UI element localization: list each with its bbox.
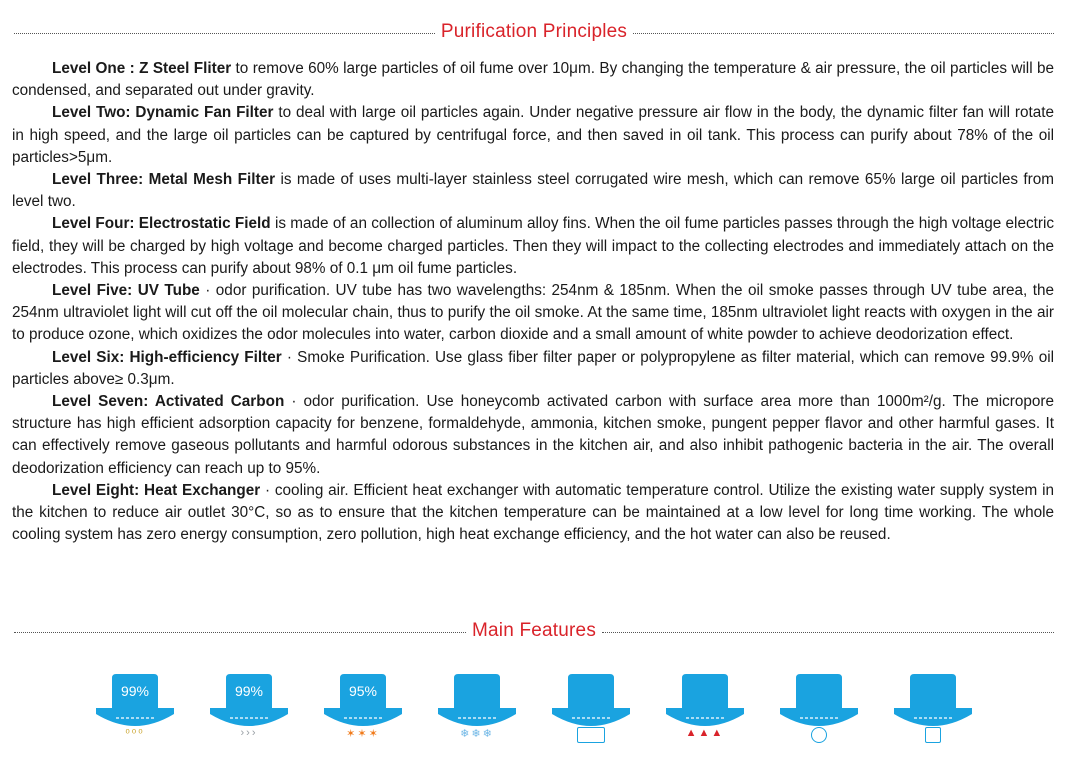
efficiency-label: 99% <box>234 683 264 699</box>
level-title: Level Six: High-efficiency Filter <box>52 348 282 366</box>
hood-chimney <box>796 674 842 708</box>
level-paragraph <box>12 213 1054 280</box>
hood-chimney <box>910 674 956 708</box>
section-title: Purification Principles <box>440 21 628 42</box>
feature-icons <box>94 672 994 762</box>
level-title: Level Seven: Activated Carbon <box>52 393 285 411</box>
feature-glyph <box>925 727 941 743</box>
cooling-icon <box>436 672 518 758</box>
feature-glyph <box>811 727 827 743</box>
level-text: · odor purification. Use honeycomb activated carbon with surface area more than 1000m²/g. The micropore structure has high efficient adsorption capacity for benzene, formaldehyde, ammonia, kitchen smoke, pungent pepper flavor and other harmful gases. It can effectively remove gaseous pollutants and harmful odorous substances in the kitchen air, and also inhibit pathogenic bacteria in the air. The overall deodorization efficiency can reach up to 95%. <box>12 393 1054 477</box>
divider <box>14 632 466 633</box>
feature-glyph: ⁰⁰⁰ <box>125 728 145 740</box>
level-text: to deal with large oil particles again. Under negative pressure air flow in the body, the dynamic filter fan will rotate in high speed, and the large oil particles can be captured by centrifugal force, and then saved in oil tank. This process can purify about 78% of the oil particles>5μm. <box>12 104 1054 166</box>
recycle-icon <box>664 672 746 758</box>
level-paragraph <box>12 391 1054 480</box>
feature-glyph <box>550 727 632 746</box>
hood-canopy <box>780 708 858 726</box>
feature-glyph <box>892 727 974 746</box>
level-paragraph <box>12 280 1054 347</box>
hood-canopy <box>324 708 402 726</box>
oil-drops-icon <box>94 672 176 758</box>
level-title: Level Three: Metal Mesh Filter <box>52 171 276 189</box>
level-title: Level Eight: Heat Exchanger <box>52 481 261 499</box>
control-panel-icon <box>550 672 632 758</box>
efficiency-label: 99% <box>120 683 150 699</box>
divider <box>633 33 1054 34</box>
feature-glyph <box>577 727 605 743</box>
level-text: · Smoke Purification. Use glass fiber filter paper or polypropylene as filter material, which can remove 99.9% oil particles above≥ 0.3μm. <box>12 348 1054 388</box>
odor-icon <box>322 672 404 758</box>
hood-canopy <box>96 708 174 726</box>
level-title: Level One : Z Steel Fliter <box>52 60 232 77</box>
efficiency-label: 95% <box>348 683 378 699</box>
hood-canopy <box>552 708 630 726</box>
level-title: Level Four: Electrostatic Field <box>52 215 271 233</box>
level-text: is made of uses multi-layer stainless steel corrugated wire mesh, which can remove 65% large oil particles from level two. <box>12 171 1054 211</box>
level-title: Level Five: UV Tube <box>52 282 200 300</box>
hood-canopy <box>438 708 516 726</box>
level-paragraph <box>12 58 1054 102</box>
feature-glyph <box>778 727 860 746</box>
section-title: Main Features <box>471 620 597 641</box>
hood-canopy <box>210 708 288 726</box>
level-text: is made of an collection of aluminum alloy fins. When the oil fume particles passes through the high voltage electric field, they will be charged by high voltage and become charged particles. Then they will impact to the collecting electrodes and immediately attach on the electrodes. This process can purify about 98% of 0.1 μm oil fume particles. <box>12 215 1055 277</box>
level-title: Level Two: Dynamic Fan Filter <box>52 104 274 122</box>
level-paragraph <box>12 480 1054 547</box>
section-header-principles <box>14 20 1054 44</box>
divider <box>14 33 435 34</box>
section-header-features <box>14 619 1054 643</box>
smoke-icon <box>208 672 290 758</box>
level-text: · cooling air. Efficient heat exchanger with automatic temperature control. Utilize the existing water supply system in the kitchen to reduce air outlet 30°C, so as to ensure that the kitchen temperature can be maintained at a low level for long time working. The whole cooling system has zero energy consumption, zero pollution, high heat exchange efficiency, and the hot water can also be reused. <box>12 481 1054 544</box>
feature-glyph: ▲▲▲ <box>685 727 725 739</box>
principles-body <box>12 58 1054 546</box>
level-paragraph <box>12 169 1054 213</box>
feature-glyph: ❄❄❄ <box>460 728 494 740</box>
hood-canopy <box>666 708 744 726</box>
divider <box>602 632 1054 633</box>
feature-glyph: ✶✶✶ <box>346 728 380 740</box>
level-paragraph <box>12 102 1054 169</box>
level-text: to remove 60% large particles of oil fume over 10μm. By changing the temperature & air pressure, the oil particles will be condensed, and separated out under gravity. <box>12 60 1054 100</box>
hood-chimney <box>682 674 728 708</box>
hood-canopy <box>894 708 972 726</box>
energy-saving-icon <box>778 672 860 758</box>
level-paragraph <box>12 347 1054 391</box>
quiet-icon <box>892 672 974 758</box>
hood-chimney <box>454 674 500 708</box>
hood-chimney <box>568 674 614 708</box>
feature-glyph: ››› <box>240 727 258 739</box>
level-text: · odor purification. UV tube has two wavelengths: 254nm & 185nm. When the oil smoke passes through UV tube area, the 254nm ultraviolet light will cut off the oil molecular chain, thus to purify the oil smoke. At the same time, 185nm ultraviolet light reacts with oxygen in the air to produce ozone, which oxidizes the odor molecules into water, carbon dioxide and a small amount of white powder to achieve deodorization effect. <box>12 282 1054 344</box>
